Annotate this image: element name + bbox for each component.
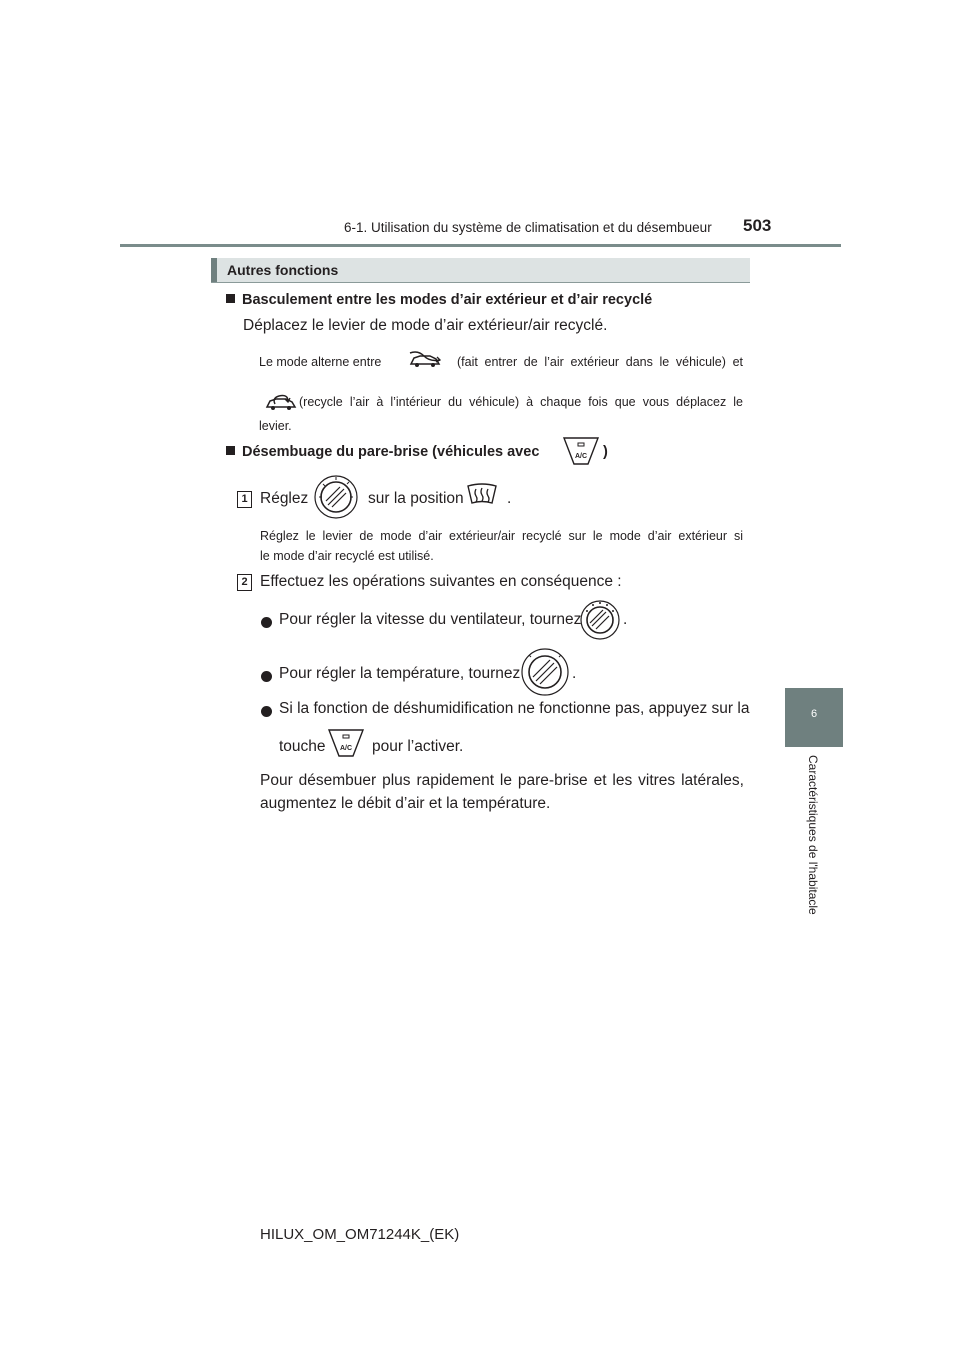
step-number-2: 2 xyxy=(237,574,252,591)
bullet-temperature-end: . xyxy=(572,665,577,682)
step1-note-line1: Réglez le levier de mode d’air extérieur/air recyclé sur le mode d’air extérieur si xyxy=(260,529,743,543)
step1-text-start: Réglez xyxy=(260,490,309,507)
step2-text: Effectuez les opérations suivantes en conséquence : xyxy=(260,573,622,590)
air-mode-note-recirculate: (recycle l’air à l’intérieur du véhicule) à chaque fois que vous déplacez le xyxy=(299,395,743,409)
bullet-dot-icon xyxy=(261,671,272,682)
recirculate-car-icon xyxy=(264,393,298,411)
svg-text:A/C: A/C xyxy=(339,745,353,752)
section-title: Autres fonctions xyxy=(227,262,339,278)
outside-air-car-icon xyxy=(408,351,442,369)
ac-button-icon xyxy=(562,436,600,466)
air-mode-note-outside: (fait entrer de l’air extérieur dans le véhicule) et xyxy=(457,355,743,369)
header-divider xyxy=(120,244,841,247)
step-number-1: 1 xyxy=(237,491,252,508)
mode-dial-icon xyxy=(313,474,359,520)
step1-note-line2: le mode d’air recyclé est utilisé. xyxy=(260,549,434,563)
section-header xyxy=(211,258,750,283)
final-note-line2: augmentez le débit d’air et la température. xyxy=(260,795,551,812)
section-header-bar xyxy=(211,258,217,282)
bullet-dehumidify-text: Si la fonction de déshumidification ne fonctionne pas, appuyez sur la xyxy=(279,700,750,717)
bullet-dot-icon xyxy=(261,617,272,628)
ac-button-icon xyxy=(327,728,365,758)
header-title: 6-1. Utilisation du système de climatisation et du désembueur xyxy=(344,220,712,235)
temperature-dial-icon xyxy=(520,647,570,697)
bullet-dehumidify-end: pour l’activer. xyxy=(372,738,464,755)
subsection-title-air-mode: Basculement entre les modes d’air extérieur et d’air recyclé xyxy=(226,292,652,308)
document-code: HILUX_OM_OM71244K_(EK) xyxy=(260,1226,460,1243)
square-bullet-icon xyxy=(226,446,235,455)
chapter-tab xyxy=(785,688,843,747)
fan-dial-icon xyxy=(579,599,621,641)
chapter-label: Caractéristiques de l'habitacle xyxy=(806,755,820,915)
defog-title-close: ) xyxy=(603,444,608,460)
step1-text-end: . xyxy=(507,490,512,507)
air-mode-note-end: levier. xyxy=(259,419,292,433)
bullet-temperature xyxy=(261,669,272,687)
step1-text-middle: sur la position xyxy=(368,490,464,507)
windshield-defrost-icon xyxy=(466,483,498,509)
page-number: 503 xyxy=(743,216,772,235)
bullet-fan-end: . xyxy=(623,611,628,628)
square-bullet-icon xyxy=(226,294,235,303)
air-mode-instruction: Déplacez le levier de mode d’air extérieur/air recyclé. xyxy=(243,317,608,334)
bullet-dehumidify-key: touche xyxy=(279,738,326,755)
bullet-temperature-text: Pour régler la température, tournez xyxy=(279,665,521,682)
chapter-number: 6 xyxy=(810,708,818,720)
final-note-line1: Pour désembuer plus rapidement le pare-brise et les vitres latérales, xyxy=(260,772,744,789)
svg-text:A/C: A/C xyxy=(574,453,588,460)
subsection-title-defog: Désembuage du pare-brise (véhicules avec xyxy=(226,444,539,460)
bullet-dehumidify xyxy=(261,704,272,722)
bullet-dot-icon xyxy=(261,706,272,717)
bullet-fan-text: Pour régler la vitesse du ventilateur, tournez xyxy=(279,611,582,628)
air-mode-note-start: Le mode alterne entre xyxy=(259,355,382,369)
bullet-fan xyxy=(261,615,272,633)
